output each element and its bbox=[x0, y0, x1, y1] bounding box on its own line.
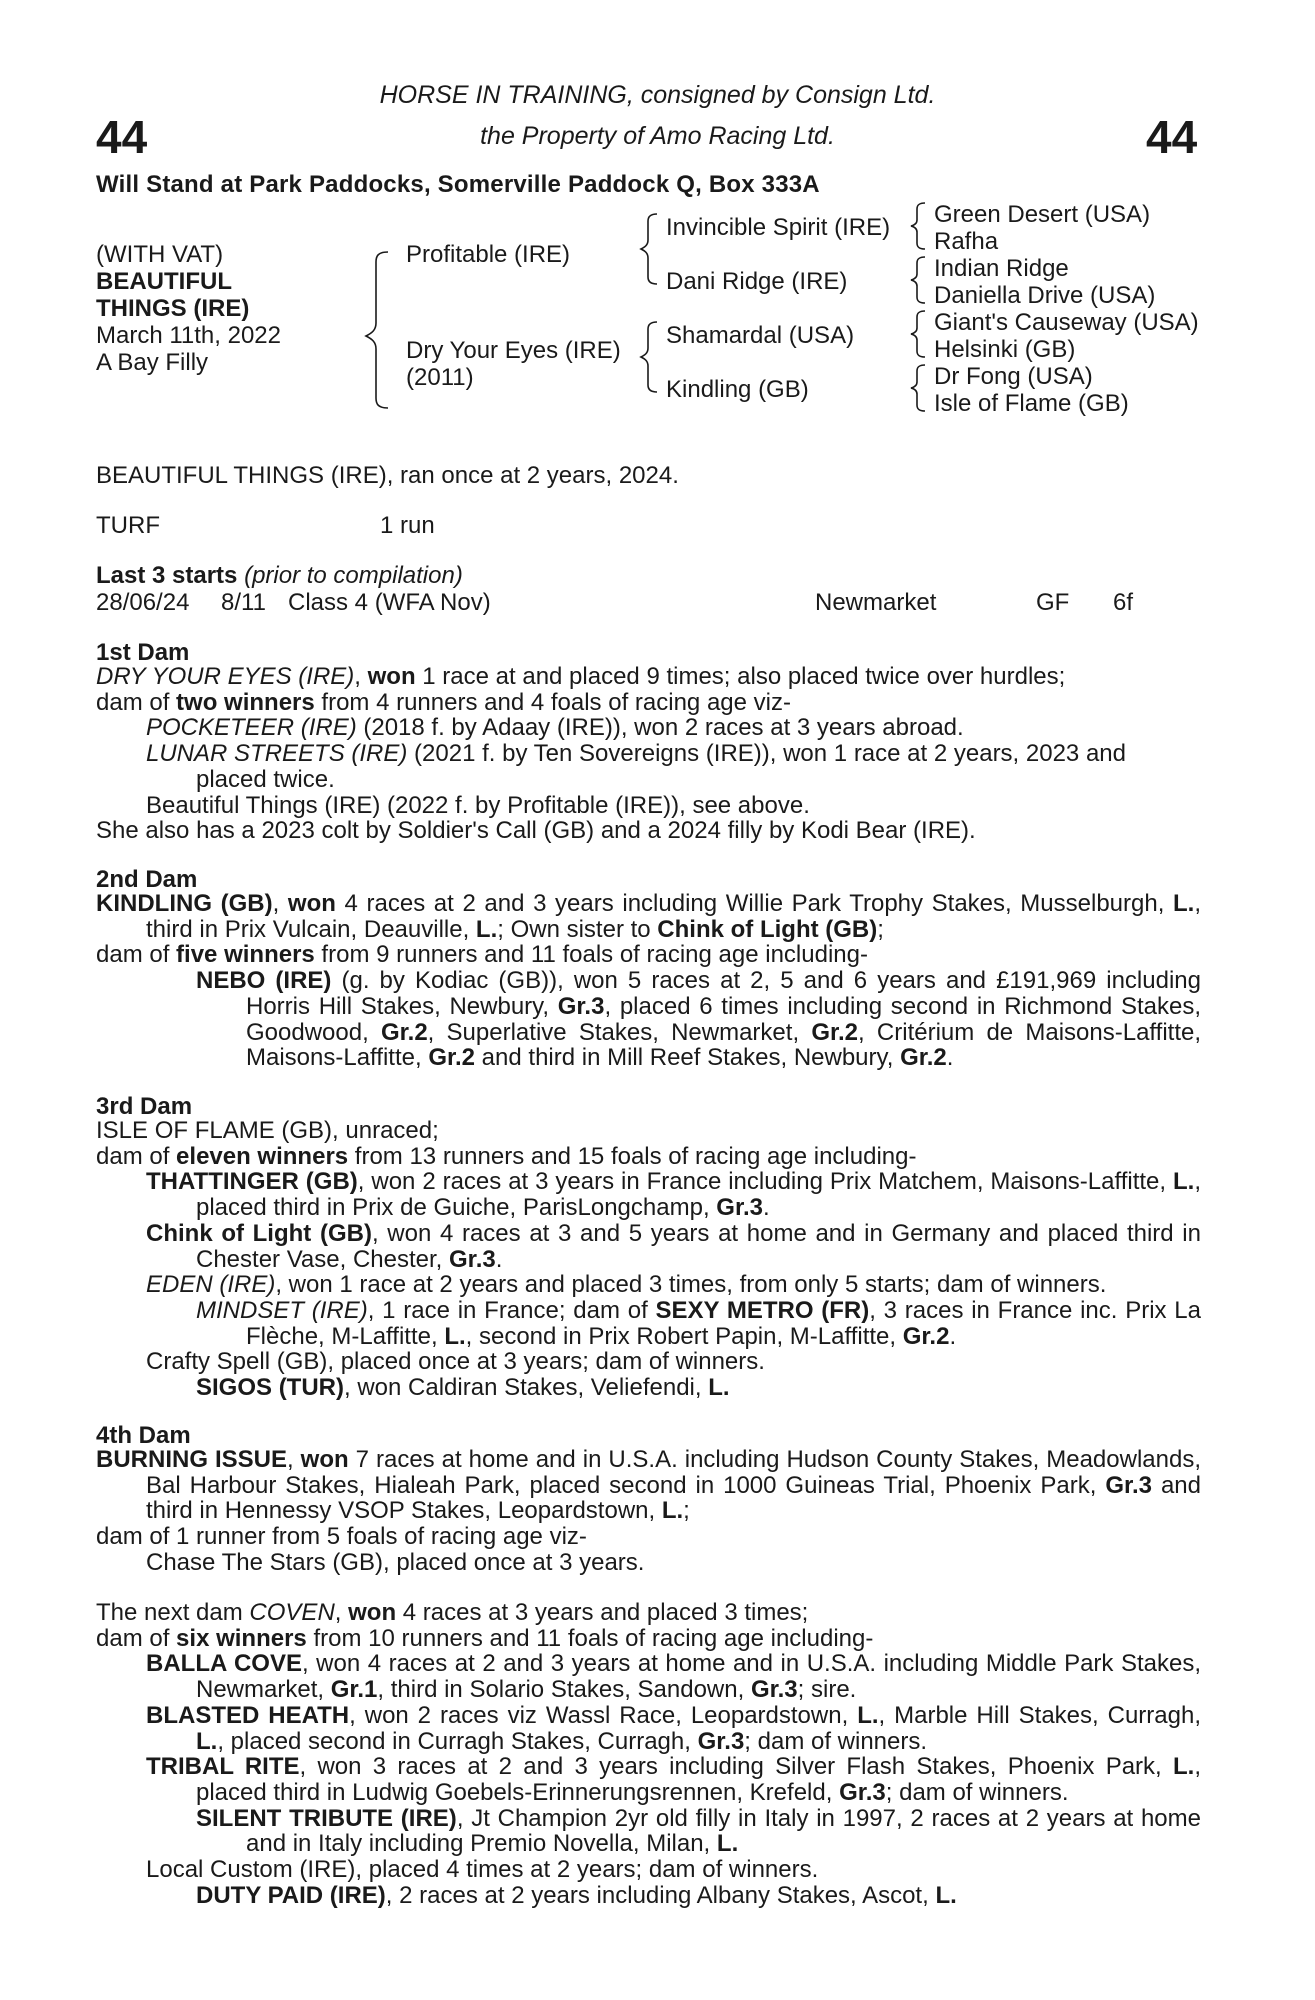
pedigree-g3: Indian Ridge bbox=[934, 255, 1069, 282]
pedigree-sire-sire: Invincible Spirit (IRE) bbox=[666, 214, 891, 241]
dam3-section bbox=[96, 1118, 1201, 1401]
pedigree-g5: Giant's Causeway (USA) bbox=[934, 309, 1199, 336]
dam3-grandprogeny-1: MINDSET (IRE), 1 race in France; dam of SEXY METRO (FR), 3 races in France inc. Prix La Flèche, M-Laffitte, L., second in Prix Robert Papin, M-Laffitte, Gr.2. bbox=[196, 1296, 1201, 1350]
dam3-line2: dam of eleven winners from 13 runners and 15 foals of racing age including- bbox=[96, 1142, 917, 1170]
property-line: the Property of Amo Racing Ltd. bbox=[480, 122, 835, 150]
nextdam-line2: dam of six winners from 10 runners and 11 foals of racing age including- bbox=[96, 1624, 874, 1652]
pedigree-g1: Green Desert (USA) bbox=[934, 201, 1151, 228]
horse-name-line2: THINGS (IRE) bbox=[96, 295, 250, 322]
nextdam-section bbox=[96, 1600, 1201, 1908]
pedigree-g7: Dr Fong (USA) bbox=[934, 363, 1093, 390]
dam1-heading: 1st Dam bbox=[96, 639, 190, 666]
dam1-line1: DRY YOUR EYES (IRE), won 1 race at and placed 9 times; also placed twice over hurdles; bbox=[96, 663, 1066, 690]
dam4-line2: dam of 1 runner from 5 foals of racing age viz- bbox=[96, 1523, 587, 1551]
stand-location: Will Stand at Park Paddocks, Somerville Paddock Q, Box 333A bbox=[96, 171, 820, 198]
last-starts-heading bbox=[96, 562, 463, 589]
nextdam-progeny-2: BLASTED HEATH, won 2 races viz Wassl Race, Leopardstown, L., Marble Hill Stakes, Curragh, L., placed second in Curragh Stakes, Curragh, Gr.3; dam of winners. bbox=[146, 1701, 1201, 1755]
horse-name-line1: BEAUTIFUL bbox=[96, 268, 232, 295]
dam2-heading: 2nd Dam bbox=[96, 866, 198, 893]
dam4-section bbox=[96, 1447, 1201, 1576]
start-going: GF bbox=[1036, 589, 1070, 616]
dam3-progeny-2: Chink of Light (GB), won 4 races at 3 and 5 years at home and in Germany and placed third in Chester Vase, Chester, Gr.3. bbox=[146, 1219, 1201, 1273]
lot-number-left: 44 bbox=[96, 111, 148, 163]
start-course: Newmarket bbox=[815, 589, 937, 616]
dam3-grandprogeny-2: SIGOS (TUR), won Caldiran Stakes, Veliefendi, L. bbox=[196, 1374, 730, 1402]
consignment-line: HORSE IN TRAINING, consigned by Consign Ltd. bbox=[379, 81, 936, 109]
record-runs: 1 run bbox=[380, 512, 435, 539]
dam1-progeny-2: LUNAR STREETS (IRE) (2021 f. by Ten Sovereigns (IRE)), won 1 race at 2 years, 2023 and placed twice. bbox=[146, 740, 1126, 793]
nextdam-progeny-4: Local Custom (IRE), placed 4 times at 2 years; dam of winners. bbox=[146, 1856, 819, 1884]
start-distance: 6f bbox=[1113, 589, 1134, 616]
pedigree-sire-dam: Dani Ridge (IRE) bbox=[666, 268, 848, 295]
nextdam-line1: The next dam COVEN, won 4 races at 3 years and placed 3 times; bbox=[96, 1599, 809, 1626]
start-class: Class 4 (WFA Nov) bbox=[288, 589, 491, 616]
lot-number-right: 44 bbox=[1146, 111, 1198, 163]
dam1-progeny-1: POCKETEER (IRE) (2018 f. by Adaay (IRE)), won 2 races at 3 years abroad. bbox=[146, 714, 964, 742]
dam2-progeny-1: NEBO (IRE) (g. by Kodiac (GB)), won 5 races at 2, 5 and 6 years and £191,969 including Horris Hill Stakes, Newbury, Gr.3, placed 6 times including second in Richmond Stakes, Goodwood, Gr.2, Superlative Stakes, Newmarket, Gr.2, Critérium de Maisons-Laffitte, Maisons-Laffitte, Gr.2 and third in Mill Reef Stakes, Newbury, Gr.2. bbox=[196, 967, 1202, 1072]
dam3-progeny-1: THATTINGER (GB), won 2 races at 3 years in France including Prix Matchem, Maisons-Laffitte, L., placed third in Prix de Guiche, ParisLongchamp, Gr.3. bbox=[146, 1168, 1201, 1222]
pedigree-dam-dam: Kindling (GB) bbox=[666, 376, 809, 403]
pedigree-sire: Profitable (IRE) bbox=[406, 241, 571, 268]
dam3-heading: 3rd Dam bbox=[96, 1093, 193, 1120]
dam4-line1: BURNING ISSUE, won 7 races at home and in U.S.A. including Hudson County Stakes, Meadowlands, Bal Harbour Stakes, Hialeah Park, placed second in 1000 Guineas Trial, Phoenix Park, Gr.3 and third in Hennessy VSOP Stakes, Leopardstown, L.; bbox=[96, 1446, 1201, 1525]
nextdam-grandprogeny-1: SILENT TRIBUTE (IRE), Jt Champion 2yr old filly in Italy in 1997, 2 races at 2 years at home and in Italy including Premio Novella, Milan, L. bbox=[196, 1804, 1201, 1858]
dam1-line-foals: She also has a 2023 colt by Soldier's Call (GB) and a 2024 filly by Kodi Bear (IRE). bbox=[96, 817, 976, 845]
horse-dob: March 11th, 2022 bbox=[96, 322, 282, 349]
dam1-progeny-3: Beautiful Things (IRE) (2022 f. by Profitable (IRE)), see above. bbox=[146, 791, 810, 819]
pedigree-g2: Rafha bbox=[934, 228, 999, 255]
pedigree-g6: Helsinki (GB) bbox=[934, 336, 1076, 363]
dam3-line1: ISLE OF FLAME (GB), unraced; bbox=[96, 1117, 439, 1144]
pedigree-g4: Daniella Drive (USA) bbox=[934, 282, 1156, 309]
last-starts-note: (prior to compilation) bbox=[244, 562, 463, 589]
dam4-heading: 4th Dam bbox=[96, 1422, 191, 1449]
dam4-progeny-1: Chase The Stars (GB), placed once at 3 years. bbox=[146, 1548, 645, 1576]
nextdam-progeny-3: TRIBAL RITE, won 3 races at 2 and 3 years including Silver Flash Stakes, Phoenix Park, L., placed third in Ludwig Goebels-Erinnerungsrennen, Krefeld, Gr.3; dam of winners. bbox=[146, 1753, 1201, 1806]
pedigree-g8: Isle of Flame (GB) bbox=[934, 390, 1129, 417]
dam2-line2: dam of five winners from 9 runners and 11 foals of racing age including- bbox=[96, 941, 868, 969]
start-position: 8/11 bbox=[221, 589, 266, 616]
nextdam-grandprogeny-2: DUTY PAID (IRE), 2 races at 2 years including Albany Stakes, Ascot, L. bbox=[196, 1881, 957, 1909]
pedigree-dam-sire: Shamardal (USA) bbox=[666, 322, 855, 349]
dam1-section bbox=[96, 664, 1201, 844]
dam3-progeny-3: EDEN (IRE), won 1 race at 2 years and placed 3 times, from only 5 starts; dam of winners. bbox=[146, 1271, 1107, 1299]
dam2-section bbox=[96, 891, 1201, 1071]
dam3-progeny-4: Crafty Spell (GB), placed once at 3 years; dam of winners. bbox=[146, 1348, 765, 1376]
dam2-line1: KINDLING (GB), won 4 races at 2 and 3 years including Willie Park Trophy Stakes, Musselburgh, L., third in Prix Vulcain, Deauville, L.; Own sister to Chink of Light (GB); bbox=[96, 890, 1201, 943]
horse-sex: A Bay Filly bbox=[96, 349, 209, 376]
last-starts-title: Last 3 starts bbox=[96, 562, 238, 589]
pedigree-dam: Dry Your Eyes (IRE) bbox=[406, 337, 621, 364]
nextdam-progeny-1: BALLA COVE, won 4 races at 2 and 3 years at home and in U.S.A. including Middle Park Stakes, Newmarket, Gr.1, third in Solario Stakes, Sandown, Gr.3; sire. bbox=[146, 1650, 1201, 1704]
dam1-line2: dam of two winners from 4 runners and 4 foals of racing age viz- bbox=[96, 688, 791, 716]
vat-note: (WITH VAT) bbox=[96, 241, 224, 268]
start-date: 28/06/24 bbox=[96, 589, 190, 616]
pedigree-dam-year: (2011) bbox=[406, 364, 474, 391]
race-summary: BEAUTIFUL THINGS (IRE), ran once at 2 years, 2024. bbox=[96, 462, 679, 489]
record-surface: TURF bbox=[96, 512, 160, 539]
